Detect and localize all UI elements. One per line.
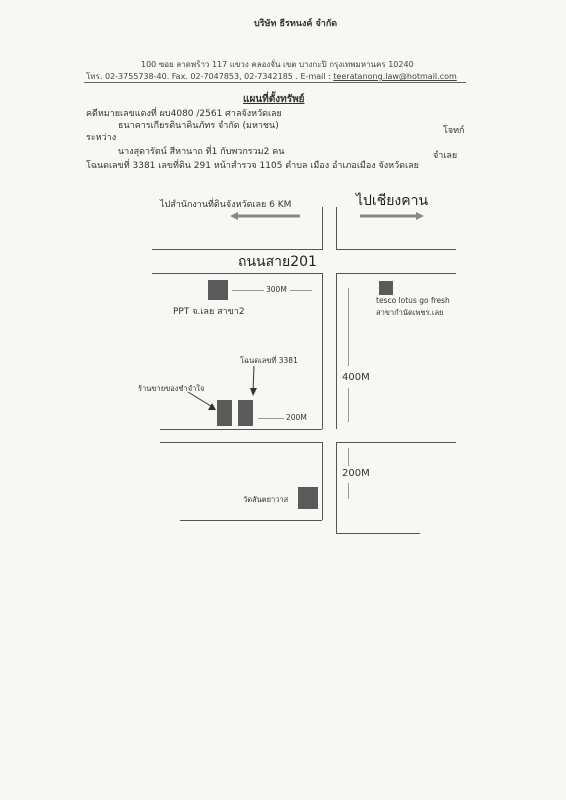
- temple-building: [298, 487, 318, 509]
- doc-title: แผนที่ตั้งทรัพย์: [243, 94, 305, 105]
- tesco-building: [379, 281, 393, 295]
- distance-200-b: 200M: [342, 468, 370, 479]
- road-line: [336, 442, 337, 534]
- distance-line: [348, 388, 349, 422]
- road-line: [336, 442, 456, 443]
- road-line: [322, 442, 323, 520]
- deed-info: โฉนดเลขที่ 3381 เลขที่ดิน 291 หน้าสำรวจ 1105 ตำบล เมือง อำเภอเมือง จังหวัดเลย: [86, 161, 419, 171]
- company-name: บริษัท ธีรทนงค์ จำกัด: [254, 19, 338, 29]
- road-line: [160, 429, 322, 430]
- road-name: ถนนสาย201: [238, 254, 317, 270]
- distance-line: [232, 290, 264, 291]
- distance-200-a: 200M: [286, 413, 307, 422]
- road-line: [180, 520, 322, 521]
- phone-fax: โทร. 02-3755738-40. Fax. 02-7047853, 02-7342185 . E-mail :: [86, 72, 331, 81]
- email-link[interactable]: teeratanong.law@hotmail.com: [333, 72, 457, 81]
- arrow-right-icon: [360, 212, 424, 220]
- ppt-distance: 300M: [266, 285, 287, 294]
- defendant: นางสุดารัตน์ สีหานาถ ที่1 กับพวกรวม2 คน: [118, 147, 285, 157]
- direction-right-label: ไปเชียงคาน: [356, 193, 429, 209]
- arrow-left-icon: [230, 212, 300, 220]
- road-line: [152, 273, 322, 274]
- road-line: [336, 207, 337, 250]
- defendant-role: จำเลย: [433, 151, 458, 161]
- tesco-branch: สาขากำนัดเพชร.เลย: [376, 308, 444, 317]
- road-line: [152, 249, 322, 250]
- distance-400: 400M: [342, 372, 370, 383]
- ppt-building: [208, 280, 228, 300]
- tesco-name: tesco lotus go fresh: [376, 296, 450, 305]
- plaintiff-role: โจทก์: [443, 126, 465, 136]
- road-line: [336, 249, 456, 250]
- ppt-label: PPT จ.เลย สาขา2: [173, 307, 245, 317]
- between-label: ระหว่าง: [86, 133, 117, 143]
- deed-label: โฉนดเลขที่ 3381: [240, 356, 298, 365]
- header-rule: [84, 82, 466, 83]
- distance-line: [348, 448, 349, 466]
- shop-building: [217, 400, 232, 426]
- arrow-diagonal-icon: [188, 392, 218, 412]
- distance-line: [290, 290, 312, 291]
- road-line: [322, 273, 323, 429]
- road-line: [322, 207, 323, 250]
- road-line: [336, 273, 337, 429]
- company-address: 100 ซอย ลาดพร้าว 117 แขวง คลองจั่น เขต บางกะปิ กรุงเทพมหานคร 10240: [141, 60, 414, 69]
- road-line: [336, 533, 420, 534]
- direction-left-label: ไปสำนักงานที่ดินจังหวัดเลย 6 KM: [160, 200, 292, 210]
- shop-label: ร้านขายของชำจำใจ: [138, 384, 205, 393]
- case-number: คดีหมายเลขแดงที่ ผบ4080 /2561 ศาลจังหวัดเลย: [86, 109, 282, 119]
- road-line: [160, 442, 322, 443]
- land-plot-3381: [238, 400, 253, 426]
- distance-line: [258, 418, 284, 419]
- road-line: [336, 273, 456, 274]
- distance-line: [348, 483, 349, 499]
- arrow-down-icon: [250, 366, 258, 396]
- plaintiff: ธนาคารเกียรตินาคินภัทร จำกัด (มหาชน): [118, 121, 279, 131]
- distance-line: [348, 288, 349, 366]
- temple-label: วัดสันตยาวาส: [243, 495, 289, 504]
